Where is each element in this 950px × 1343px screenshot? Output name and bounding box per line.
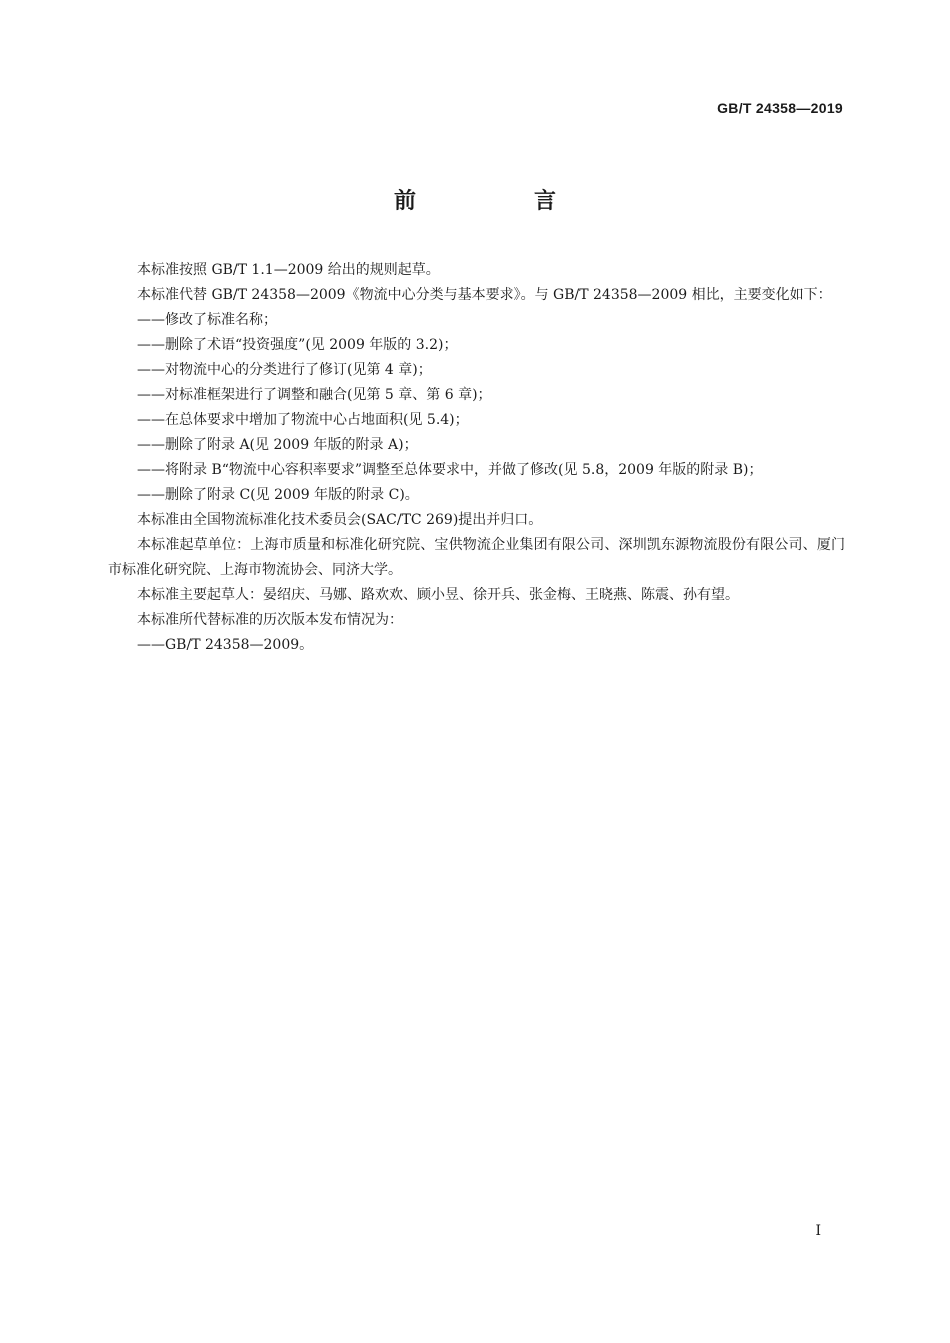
- paragraph-drafters: 本标准主要起草人：晏绍庆、马娜、路欢欢、顾小昱、徐开兵、张金梅、王晓燕、陈震、孙有望。: [137, 587, 739, 603]
- change-item: ——删除了附录 A(见 2009 年版的附录 A)；: [137, 437, 418, 453]
- change-item: ——对标准框架进行了调整和融合(见第 5 章、第 6 章)；: [137, 387, 492, 403]
- change-item: ——修改了标准名称；: [137, 312, 277, 328]
- page-title: 前 言: [393, 189, 604, 214]
- foreword-body: [108, 258, 845, 658]
- history-item: ——GB/T 24358—2009。: [137, 637, 314, 653]
- change-item: ——在总体要求中增加了物流中心占地面积(见 5.4)；: [137, 412, 469, 428]
- paragraph-history-intro: 本标准所代替标准的历次版本发布情况为：: [137, 612, 403, 628]
- paragraph-drafting-rules: 本标准按照 GB/T 1.1—2009 给出的规则起草。: [137, 262, 440, 278]
- paragraph-drafting-units: 本标准起草单位：上海市质量和标准化研究院、宝供物流企业集团有限公司、深圳凯东源物流股份有限公司、厦门市标准化研究院、上海市物流协会、同济大学。: [108, 537, 845, 578]
- change-item: ——对物流中心的分类进行了修订(见第 4 章)；: [137, 362, 432, 378]
- page-number: I: [815, 1223, 821, 1239]
- change-item: ——将附录 B“物流中心容积率要求”调整至总体要求中，并做了修改(见 5.8，2009 年版的附录 B)；: [137, 462, 763, 478]
- paragraph-proposer: 本标准由全国物流标准化技术委员会(SAC/TC 269)提出并归口。: [137, 512, 543, 528]
- standard-number: GB/T 24358—2019: [717, 100, 843, 116]
- change-item: ——删除了术语“投资强度”(见 2009 年版的 3.2)；: [137, 337, 458, 353]
- change-item: ——删除了附录 C(见 2009 年版的附录 C)。: [137, 487, 419, 503]
- paragraph-replacement: 本标准代替 GB/T 24358—2009《物流中心分类与基本要求》。与 GB/T 24358—2009 相比，主要变化如下：: [137, 287, 832, 303]
